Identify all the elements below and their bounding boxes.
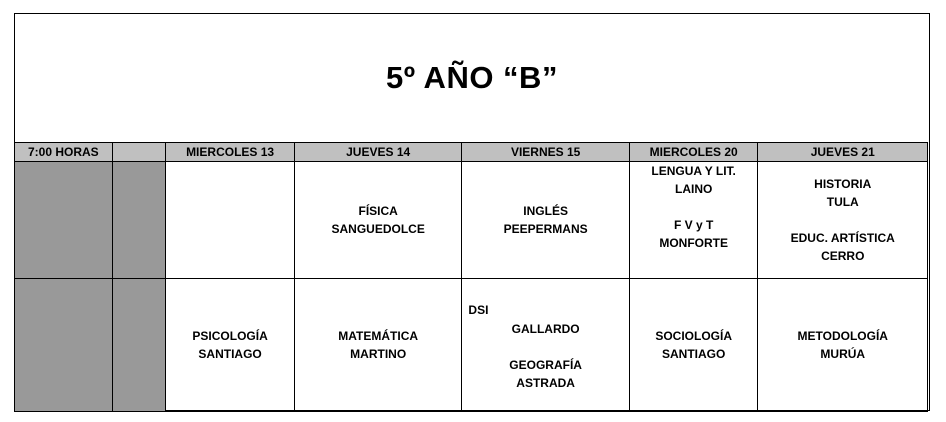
- dsi-label: DSI: [468, 303, 489, 317]
- day-header: MIERCOLES 20: [629, 143, 758, 162]
- schedule-cell: [166, 162, 295, 279]
- blank-header: [112, 143, 166, 162]
- schedule-cell: METODOLOGÍA MURÚA: [758, 279, 928, 412]
- time-header: 7:00 HORAS: [15, 143, 113, 162]
- day-header: MIERCOLES 13: [166, 143, 295, 162]
- schedule-table: [14, 142, 928, 412]
- schedule-row: [15, 162, 928, 279]
- day-header: JUEVES 14: [294, 143, 462, 162]
- schedule-cell: FÍSICA SANGUEDOLCE: [294, 162, 462, 279]
- schedule-cell-text: GALLARDO GEOGRAFÍA ASTRADA: [509, 322, 582, 390]
- schedule-cell: MATEMÁTICA MARTINO: [294, 279, 462, 412]
- schedule-cell: [462, 279, 629, 412]
- day-header: VIERNES 15: [462, 143, 629, 162]
- schedule-cell: LENGUA Y LIT. LAINO F V y T MONFORTE: [629, 162, 758, 279]
- header-row: [15, 143, 928, 162]
- blank-cell: [112, 162, 166, 279]
- blank-cell: [112, 279, 166, 412]
- title-area: [15, 14, 929, 142]
- day-header: JUEVES 21: [758, 143, 928, 162]
- schedule-row: [15, 279, 928, 412]
- time-cell: [15, 279, 113, 412]
- schedule-cell: INGLÉS PEEPERMANS: [462, 162, 629, 279]
- time-cell: [15, 162, 113, 279]
- schedule-cell: SOCIOLOGÍA SANTIAGO: [629, 279, 758, 412]
- schedule-cell: HISTORIA TULA EDUC. ARTÍSTICA CERRO: [758, 162, 928, 279]
- schedule-cell: PSICOLOGÍA SANTIAGO: [166, 279, 295, 412]
- schedule-frame: [14, 13, 930, 411]
- page-title: 5º AÑO “B”: [386, 60, 558, 95]
